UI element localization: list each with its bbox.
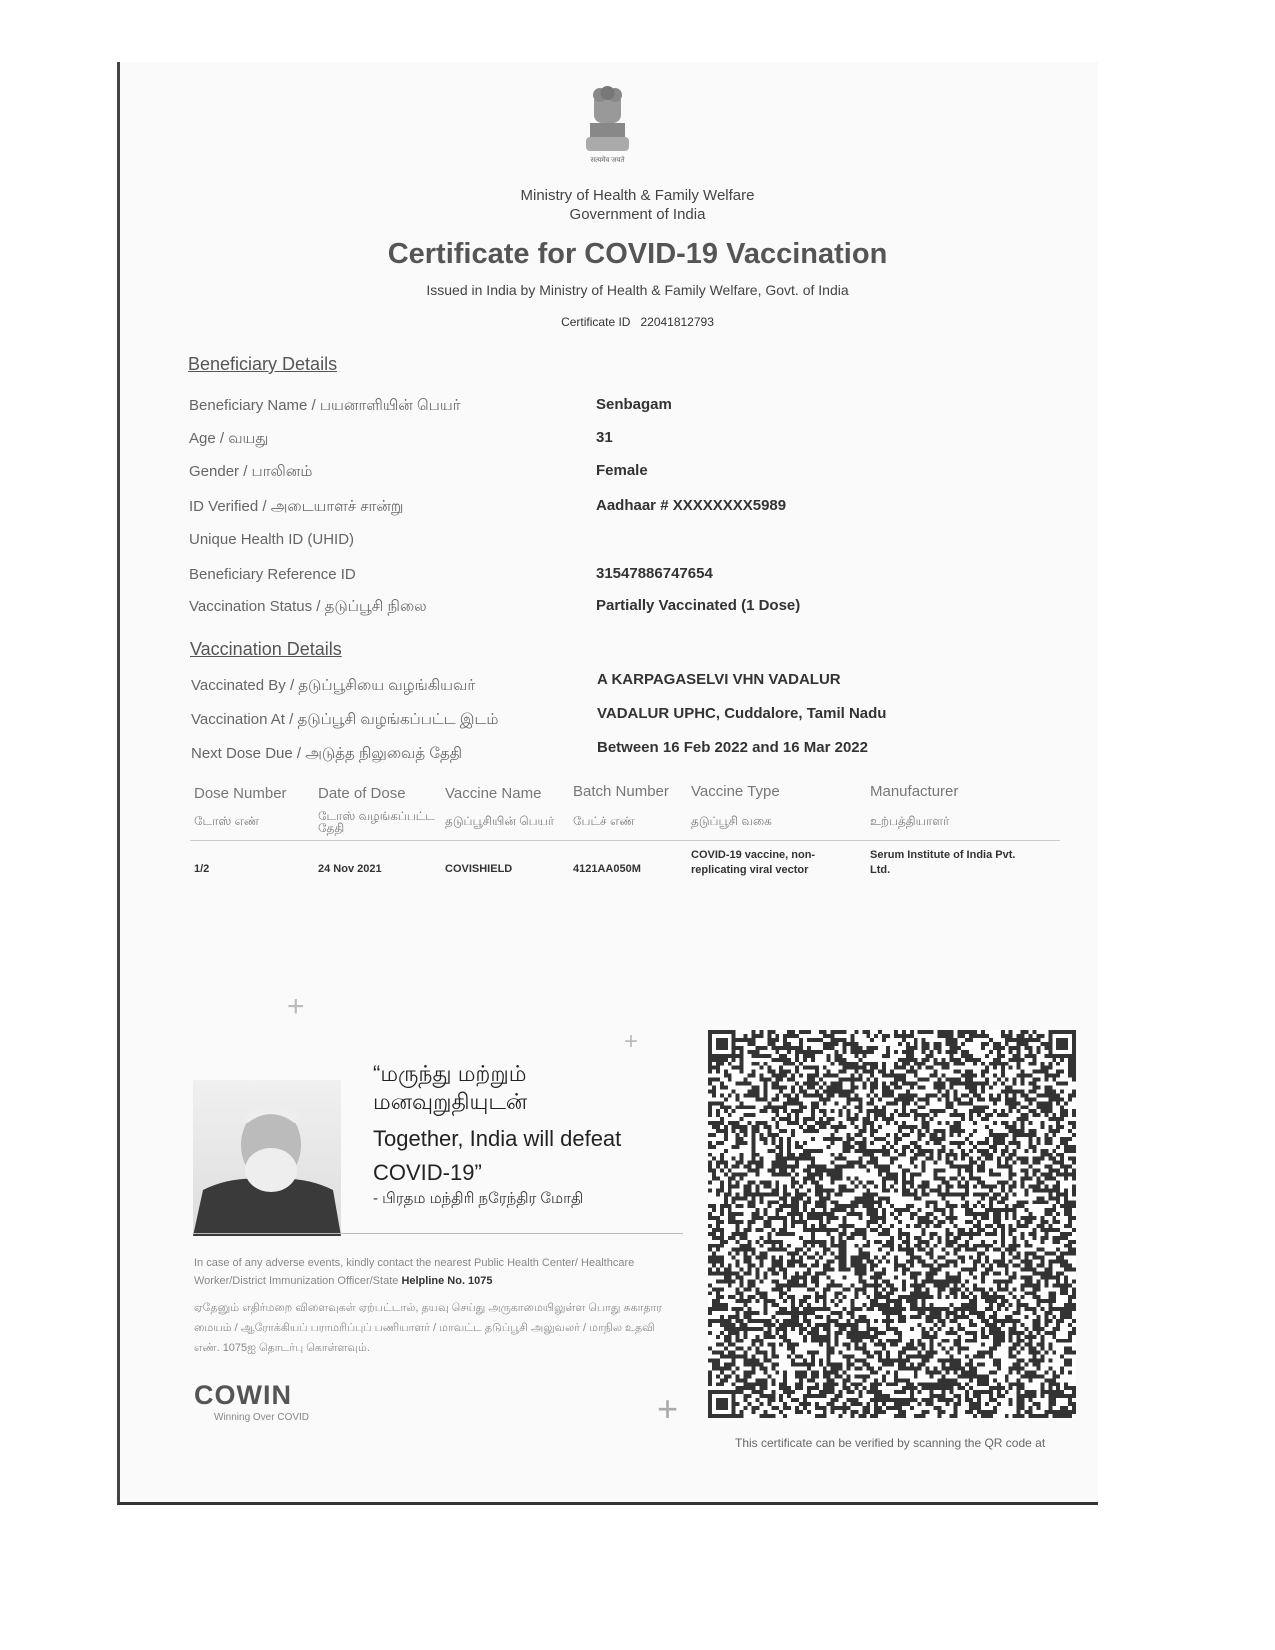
field-value: 31 [596,429,613,446]
table-header: Manufacturer [870,783,959,800]
issued-by: Issued in India by Ministry of Health & Family Welfare, Govt. of India [426,282,849,298]
table-header-tamil: டோஸ் வழங்கப்பட்ட தேதி [318,809,435,835]
field-label: Next Dose Due / அடுத்த நிலுவைத் தேதி [191,745,463,762]
beneficiary-details-heading: Beneficiary Details [188,354,338,374]
table-header: Dose Number [194,785,287,802]
cowin-tagline: Winning Over COVID [214,1412,310,1423]
table-cell: 1/2 [194,863,210,875]
plus-decoration-icon: + [287,990,305,1023]
field-value: Aadhaar # XXXXXXXX5989 [596,497,787,514]
field-value: Senbagam [596,396,672,413]
table-cell: Serum Institute of India Pvt. Ltd. [870,849,1016,876]
field-value: Partially Vaccinated (1 Dose) [596,597,801,614]
table-header: Vaccine Type [691,783,780,800]
field-label: Gender / பாலினம் [189,463,313,480]
table-cell: COVISHIELD [445,863,513,875]
field-label: Vaccination At / தடுப்பூசி வழங்கப்பட்ட இடம் [191,711,499,728]
field-label: Age / வயது [189,430,269,447]
field-value: Female [596,462,648,479]
field-value: VADALUR UPHC, Cuddalore, Tamil Nadu [597,705,887,722]
table-header-tamil: தடுப்பூசி வகை [691,814,772,828]
adverse-events-note: In case of any adverse events, kindly contact the nearest Public Health Center/ Healthcare Worker/District Immunization Officer/State Helpline No. 1075 [194,1257,635,1287]
table-cell: 24 Nov 2021 [318,863,382,875]
table-header-tamil: தடுப்பூசியின் பெயர் [445,814,555,828]
table-header-tamil: டோஸ் எண் [194,814,260,828]
national-emblem-icon [580,85,635,165]
field-value: A KARPAGASELVI VHN VADALUR [597,671,841,688]
table-cell: 4121AA050M [573,863,641,875]
vaccination-details-heading: Vaccination Details [190,639,342,659]
table-header-tamil: உற்பத்தியாளர் [870,814,950,828]
field-label: ID Verified / அடையாளச் சான்று [189,498,404,515]
table-header: Date of Dose [318,785,406,802]
cowin-logo: COWIN [194,1380,292,1410]
table-header: Vaccine Name [445,785,542,802]
field-label: Beneficiary Name / பயனாளியின் பெயர் [189,397,461,414]
table-header: Batch Number [573,783,669,800]
prime-minister-photo [193,1080,341,1236]
verification-qr-code[interactable] [708,1030,1076,1418]
ministry-name: Ministry of Health & Family Welfare [520,187,755,204]
government-name: Government of India [569,206,706,223]
field-value: Between 16 Feb 2022 and 16 Mar 2022 [597,739,868,756]
certificate-id: Certificate ID 22041812793 [561,315,714,329]
certificate-title: Certificate for COVID-19 Vaccination [387,238,888,270]
svg-text:सत्यमेव जयते: सत्यमेव जयते [590,157,625,164]
adverse-events-note-tamil: ஏதேனும் எதிர்மறை விளைவுகள் ஏற்பட்டால், தயவு செய்து அருகாமையிலுள்ள பொது சுகாதார மையம் / ஆரோக்கியப் பராமரிப்புப் பணியாளர் / மாவட்ட தடுப்பூசி அலுவலர் / மாநில உதவி எண். 1075ஐ தொடர்பு கொள்ளவும். [194,1302,662,1354]
quote-attribution: - பிரதம மந்திரி நரேந்திர மோதி [373,1190,584,1207]
field-label: Beneficiary Reference ID [189,566,356,583]
table-divider [190,840,1060,841]
plus-decoration-icon: + [624,1028,639,1055]
plus-decoration-icon: + [657,1388,679,1429]
field-value: 31547886747654 [596,565,713,582]
table-header-tamil: பேட்ச் எண் [573,814,635,828]
field-label: Vaccinated By / தடுப்பூசியை வழங்கியவர் [191,677,476,694]
field-label: Vaccination Status / தடுப்பூசி நிலை [189,598,427,615]
table-cell: COVID-19 vaccine, non-replicating viral vector [691,849,816,876]
divider [193,1233,683,1234]
pm-quote: “மருந்து மற்றும் மனவுறுதியுடன் Together, India will defeat COVID-19” [373,1061,622,1185]
verify-note: This certificate can be verified by scanning the QR code at [735,1436,1046,1450]
field-label: Unique Health ID (UHID) [189,531,355,548]
